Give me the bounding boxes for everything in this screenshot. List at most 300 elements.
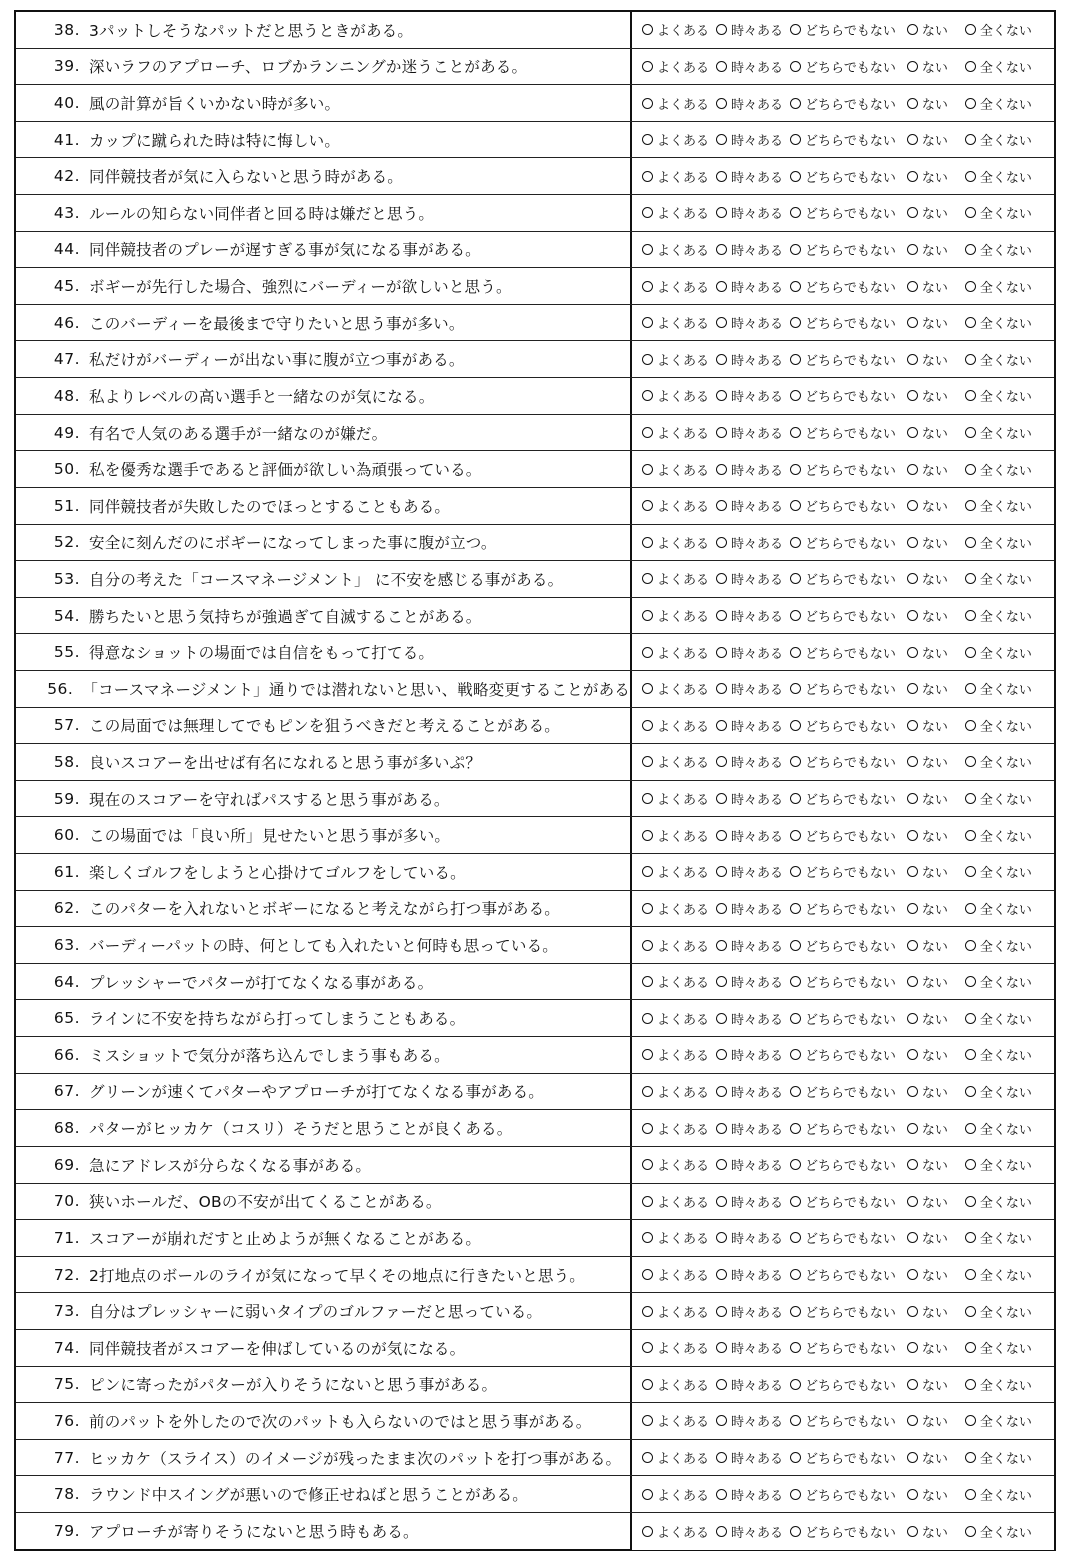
answer-option[interactable] [907, 277, 948, 296]
answer-option[interactable] [790, 203, 896, 222]
radio-circle-icon[interactable] [642, 390, 653, 401]
answer-option[interactable] [790, 130, 896, 149]
answer-option[interactable] [790, 643, 896, 662]
radio-circle-icon[interactable] [907, 1269, 918, 1280]
radio-circle-icon[interactable] [907, 1379, 918, 1390]
radio-circle-icon[interactable] [790, 1232, 801, 1243]
radio-circle-icon[interactable] [907, 830, 918, 841]
answer-option[interactable] [642, 1302, 709, 1321]
answer-option[interactable] [907, 460, 948, 479]
answer-option[interactable] [642, 606, 709, 625]
radio-circle-icon[interactable] [716, 1306, 727, 1317]
radio-circle-icon[interactable] [965, 134, 976, 145]
radio-circle-icon[interactable] [965, 464, 976, 475]
radio-circle-icon[interactable] [790, 573, 801, 584]
radio-circle-icon[interactable] [716, 134, 727, 145]
radio-circle-icon[interactable] [907, 1013, 918, 1024]
radio-circle-icon[interactable] [790, 354, 801, 365]
radio-circle-icon[interactable] [965, 1196, 976, 1207]
radio-circle-icon[interactable] [716, 976, 727, 987]
radio-circle-icon[interactable] [642, 1342, 653, 1353]
answer-option[interactable] [907, 606, 948, 625]
answer-option[interactable] [716, 533, 783, 552]
radio-circle-icon[interactable] [790, 610, 801, 621]
answer-option[interactable] [716, 1522, 783, 1541]
answer-option[interactable] [790, 460, 896, 479]
answer-option[interactable] [790, 826, 896, 845]
radio-circle-icon[interactable] [907, 281, 918, 292]
answer-option[interactable] [907, 94, 948, 113]
radio-circle-icon[interactable] [716, 354, 727, 365]
radio-circle-icon[interactable] [790, 1049, 801, 1060]
answer-option[interactable] [642, 972, 709, 991]
answer-option[interactable] [965, 679, 1032, 698]
answer-option[interactable] [790, 1375, 896, 1394]
radio-circle-icon[interactable] [965, 24, 976, 35]
answer-option[interactable] [965, 167, 1032, 186]
radio-circle-icon[interactable] [716, 756, 727, 767]
answer-option[interactable] [907, 1228, 948, 1247]
radio-circle-icon[interactable] [790, 244, 801, 255]
answer-option[interactable] [907, 643, 948, 662]
answer-option[interactable] [790, 716, 896, 735]
radio-circle-icon[interactable] [965, 756, 976, 767]
radio-circle-icon[interactable] [642, 1232, 653, 1243]
answer-option[interactable] [907, 1448, 948, 1467]
radio-circle-icon[interactable] [716, 866, 727, 877]
radio-circle-icon[interactable] [716, 940, 727, 951]
radio-circle-icon[interactable] [716, 1123, 727, 1134]
answer-option[interactable] [965, 899, 1032, 918]
answer-option[interactable] [642, 1411, 709, 1430]
answer-option[interactable] [907, 569, 948, 588]
radio-circle-icon[interactable] [716, 464, 727, 475]
answer-option[interactable] [965, 496, 1032, 515]
radio-circle-icon[interactable] [907, 573, 918, 584]
radio-circle-icon[interactable] [790, 281, 801, 292]
answer-option[interactable] [907, 350, 948, 369]
radio-circle-icon[interactable] [907, 171, 918, 182]
radio-circle-icon[interactable] [965, 1526, 976, 1537]
answer-option[interactable] [965, 936, 1032, 955]
answer-option[interactable] [790, 277, 896, 296]
radio-circle-icon[interactable] [965, 171, 976, 182]
answer-option[interactable] [965, 94, 1032, 113]
answer-option[interactable] [907, 313, 948, 332]
answer-option[interactable] [716, 716, 783, 735]
radio-circle-icon[interactable] [965, 537, 976, 548]
answer-option[interactable] [965, 313, 1032, 332]
radio-circle-icon[interactable] [642, 98, 653, 109]
answer-option[interactable] [790, 789, 896, 808]
answer-option[interactable] [716, 20, 783, 39]
radio-circle-icon[interactable] [907, 390, 918, 401]
answer-option[interactable] [965, 1119, 1032, 1138]
answer-option[interactable] [716, 130, 783, 149]
answer-option[interactable] [907, 240, 948, 259]
answer-option[interactable] [907, 203, 948, 222]
radio-circle-icon[interactable] [642, 427, 653, 438]
radio-circle-icon[interactable] [790, 61, 801, 72]
radio-circle-icon[interactable] [716, 427, 727, 438]
radio-circle-icon[interactable] [907, 1452, 918, 1463]
radio-circle-icon[interactable] [907, 1086, 918, 1097]
radio-circle-icon[interactable] [965, 281, 976, 292]
answer-option[interactable] [642, 1045, 709, 1064]
radio-circle-icon[interactable] [790, 1379, 801, 1390]
answer-option[interactable] [716, 1485, 783, 1504]
radio-circle-icon[interactable] [790, 976, 801, 987]
answer-option[interactable] [790, 167, 896, 186]
radio-circle-icon[interactable] [716, 1342, 727, 1353]
radio-circle-icon[interactable] [965, 244, 976, 255]
answer-option[interactable] [907, 1119, 948, 1138]
answer-option[interactable] [642, 167, 709, 186]
answer-option[interactable] [716, 1155, 783, 1174]
radio-circle-icon[interactable] [716, 1049, 727, 1060]
answer-option[interactable] [716, 899, 783, 918]
radio-circle-icon[interactable] [716, 61, 727, 72]
radio-circle-icon[interactable] [716, 1269, 727, 1280]
answer-option[interactable] [790, 386, 896, 405]
answer-option[interactable] [716, 1265, 783, 1284]
radio-circle-icon[interactable] [790, 390, 801, 401]
answer-option[interactable] [642, 936, 709, 955]
radio-circle-icon[interactable] [907, 207, 918, 218]
answer-option[interactable] [790, 423, 896, 442]
answer-option[interactable] [642, 679, 709, 698]
radio-circle-icon[interactable] [907, 537, 918, 548]
answer-option[interactable] [907, 386, 948, 405]
answer-option[interactable] [965, 752, 1032, 771]
answer-option[interactable] [716, 496, 783, 515]
radio-circle-icon[interactable] [642, 1123, 653, 1134]
radio-circle-icon[interactable] [642, 720, 653, 731]
answer-option[interactable] [716, 679, 783, 698]
answer-option[interactable] [965, 972, 1032, 991]
radio-circle-icon[interactable] [642, 940, 653, 951]
answer-option[interactable] [965, 20, 1032, 39]
answer-option[interactable] [790, 20, 896, 39]
radio-circle-icon[interactable] [716, 830, 727, 841]
answer-option[interactable] [790, 1009, 896, 1028]
answer-option[interactable] [642, 1375, 709, 1394]
answer-option[interactable] [907, 899, 948, 918]
radio-circle-icon[interactable] [907, 610, 918, 621]
answer-option[interactable] [716, 1411, 783, 1430]
answer-option[interactable] [965, 1009, 1032, 1028]
radio-circle-icon[interactable] [642, 464, 653, 475]
radio-circle-icon[interactable] [907, 317, 918, 328]
answer-option[interactable] [790, 1192, 896, 1211]
radio-circle-icon[interactable] [965, 976, 976, 987]
radio-circle-icon[interactable] [642, 61, 653, 72]
radio-circle-icon[interactable] [907, 134, 918, 145]
answer-option[interactable] [790, 240, 896, 259]
answer-option[interactable] [716, 1338, 783, 1357]
radio-circle-icon[interactable] [790, 1086, 801, 1097]
radio-circle-icon[interactable] [907, 24, 918, 35]
answer-option[interactable] [907, 862, 948, 881]
answer-option[interactable] [642, 1192, 709, 1211]
answer-option[interactable] [642, 1009, 709, 1028]
radio-circle-icon[interactable] [716, 1452, 727, 1463]
answer-option[interactable] [965, 1192, 1032, 1211]
answer-option[interactable] [790, 606, 896, 625]
answer-option[interactable] [965, 386, 1032, 405]
radio-circle-icon[interactable] [907, 756, 918, 767]
answer-option[interactable] [907, 57, 948, 76]
radio-circle-icon[interactable] [965, 1013, 976, 1024]
radio-circle-icon[interactable] [642, 976, 653, 987]
radio-circle-icon[interactable] [642, 537, 653, 548]
radio-circle-icon[interactable] [790, 98, 801, 109]
radio-circle-icon[interactable] [907, 647, 918, 658]
radio-circle-icon[interactable] [965, 940, 976, 951]
answer-option[interactable] [790, 1302, 896, 1321]
radio-circle-icon[interactable] [716, 903, 727, 914]
radio-circle-icon[interactable] [790, 134, 801, 145]
radio-circle-icon[interactable] [965, 317, 976, 328]
radio-circle-icon[interactable] [716, 793, 727, 804]
answer-option[interactable] [790, 1045, 896, 1064]
radio-circle-icon[interactable] [965, 207, 976, 218]
answer-option[interactable] [716, 643, 783, 662]
answer-option[interactable] [907, 130, 948, 149]
answer-option[interactable] [907, 826, 948, 845]
radio-circle-icon[interactable] [965, 647, 976, 658]
answer-option[interactable] [642, 1485, 709, 1504]
answer-option[interactable] [907, 423, 948, 442]
answer-option[interactable] [790, 1411, 896, 1430]
answer-option[interactable] [965, 1448, 1032, 1467]
radio-circle-icon[interactable] [716, 390, 727, 401]
radio-circle-icon[interactable] [790, 830, 801, 841]
radio-circle-icon[interactable] [642, 573, 653, 584]
radio-circle-icon[interactable] [642, 1415, 653, 1426]
answer-option[interactable] [790, 57, 896, 76]
radio-circle-icon[interactable] [642, 354, 653, 365]
answer-option[interactable] [642, 1228, 709, 1247]
answer-option[interactable] [642, 1119, 709, 1138]
radio-circle-icon[interactable] [790, 427, 801, 438]
radio-circle-icon[interactable] [907, 61, 918, 72]
radio-circle-icon[interactable] [965, 573, 976, 584]
answer-option[interactable] [965, 716, 1032, 735]
radio-circle-icon[interactable] [907, 1049, 918, 1060]
radio-circle-icon[interactable] [642, 683, 653, 694]
answer-option[interactable] [642, 1082, 709, 1101]
radio-circle-icon[interactable] [716, 1526, 727, 1537]
radio-circle-icon[interactable] [716, 1379, 727, 1390]
answer-option[interactable] [790, 496, 896, 515]
answer-option[interactable] [716, 826, 783, 845]
answer-option[interactable] [716, 936, 783, 955]
answer-option[interactable] [965, 1155, 1032, 1174]
radio-circle-icon[interactable] [907, 1526, 918, 1537]
answer-option[interactable] [716, 1045, 783, 1064]
answer-option[interactable] [642, 130, 709, 149]
answer-option[interactable] [907, 1411, 948, 1430]
answer-option[interactable] [907, 789, 948, 808]
answer-option[interactable] [907, 679, 948, 698]
radio-circle-icon[interactable] [965, 1342, 976, 1353]
answer-option[interactable] [965, 1082, 1032, 1101]
radio-circle-icon[interactable] [790, 1452, 801, 1463]
answer-option[interactable] [965, 643, 1032, 662]
radio-circle-icon[interactable] [907, 1123, 918, 1134]
answer-option[interactable] [716, 1228, 783, 1247]
answer-option[interactable] [642, 569, 709, 588]
answer-option[interactable] [716, 862, 783, 881]
answer-option[interactable] [965, 826, 1032, 845]
answer-option[interactable] [642, 94, 709, 113]
answer-option[interactable] [716, 789, 783, 808]
answer-option[interactable] [642, 1338, 709, 1357]
radio-circle-icon[interactable] [716, 1196, 727, 1207]
radio-circle-icon[interactable] [907, 464, 918, 475]
radio-circle-icon[interactable] [907, 427, 918, 438]
answer-option[interactable] [642, 1448, 709, 1467]
radio-circle-icon[interactable] [642, 1159, 653, 1170]
answer-option[interactable] [790, 972, 896, 991]
answer-option[interactable] [965, 1265, 1032, 1284]
radio-circle-icon[interactable] [965, 98, 976, 109]
answer-option[interactable] [716, 1082, 783, 1101]
answer-option[interactable] [642, 789, 709, 808]
radio-circle-icon[interactable] [716, 1086, 727, 1097]
radio-circle-icon[interactable] [716, 1489, 727, 1500]
answer-option[interactable] [642, 826, 709, 845]
answer-option[interactable] [790, 1119, 896, 1138]
radio-circle-icon[interactable] [642, 317, 653, 328]
radio-circle-icon[interactable] [716, 1415, 727, 1426]
answer-option[interactable] [716, 1302, 783, 1321]
radio-circle-icon[interactable] [907, 1196, 918, 1207]
answer-option[interactable] [642, 386, 709, 405]
radio-circle-icon[interactable] [642, 134, 653, 145]
radio-circle-icon[interactable] [965, 61, 976, 72]
answer-option[interactable] [716, 386, 783, 405]
answer-option[interactable] [907, 167, 948, 186]
radio-circle-icon[interactable] [790, 171, 801, 182]
answer-option[interactable] [642, 203, 709, 222]
answer-option[interactable] [642, 277, 709, 296]
radio-circle-icon[interactable] [642, 1013, 653, 1024]
radio-circle-icon[interactable] [907, 500, 918, 511]
radio-circle-icon[interactable] [716, 610, 727, 621]
radio-circle-icon[interactable] [965, 1379, 976, 1390]
answer-option[interactable] [716, 569, 783, 588]
answer-option[interactable] [965, 240, 1032, 259]
radio-circle-icon[interactable] [716, 683, 727, 694]
answer-option[interactable] [790, 533, 896, 552]
radio-circle-icon[interactable] [907, 98, 918, 109]
radio-circle-icon[interactable] [907, 1342, 918, 1353]
radio-circle-icon[interactable] [790, 207, 801, 218]
radio-circle-icon[interactable] [790, 537, 801, 548]
answer-option[interactable] [790, 1448, 896, 1467]
answer-option[interactable] [965, 1338, 1032, 1357]
radio-circle-icon[interactable] [907, 683, 918, 694]
radio-circle-icon[interactable] [907, 793, 918, 804]
radio-circle-icon[interactable] [716, 171, 727, 182]
answer-option[interactable] [790, 350, 896, 369]
radio-circle-icon[interactable] [716, 281, 727, 292]
answer-option[interactable] [965, 423, 1032, 442]
radio-circle-icon[interactable] [790, 1123, 801, 1134]
answer-option[interactable] [907, 1375, 948, 1394]
answer-option[interactable] [907, 1082, 948, 1101]
radio-circle-icon[interactable] [716, 98, 727, 109]
radio-circle-icon[interactable] [907, 720, 918, 731]
radio-circle-icon[interactable] [642, 171, 653, 182]
answer-option[interactable] [716, 606, 783, 625]
answer-option[interactable] [716, 203, 783, 222]
radio-circle-icon[interactable] [907, 903, 918, 914]
answer-option[interactable] [965, 1375, 1032, 1394]
radio-circle-icon[interactable] [716, 647, 727, 658]
radio-circle-icon[interactable] [790, 683, 801, 694]
answer-option[interactable] [642, 752, 709, 771]
answer-option[interactable] [965, 350, 1032, 369]
radio-circle-icon[interactable] [716, 207, 727, 218]
radio-circle-icon[interactable] [642, 1196, 653, 1207]
answer-option[interactable] [790, 679, 896, 698]
radio-circle-icon[interactable] [907, 1489, 918, 1500]
answer-option[interactable] [965, 1522, 1032, 1541]
answer-option[interactable] [790, 94, 896, 113]
radio-circle-icon[interactable] [642, 1452, 653, 1463]
radio-circle-icon[interactable] [790, 1013, 801, 1024]
radio-circle-icon[interactable] [642, 756, 653, 767]
answer-option[interactable] [716, 94, 783, 113]
radio-circle-icon[interactable] [642, 866, 653, 877]
radio-circle-icon[interactable] [965, 1415, 976, 1426]
radio-circle-icon[interactable] [965, 830, 976, 841]
answer-option[interactable] [790, 569, 896, 588]
radio-circle-icon[interactable] [907, 1159, 918, 1170]
radio-circle-icon[interactable] [790, 317, 801, 328]
radio-circle-icon[interactable] [965, 903, 976, 914]
answer-option[interactable] [965, 57, 1032, 76]
radio-circle-icon[interactable] [790, 903, 801, 914]
radio-circle-icon[interactable] [965, 1489, 976, 1500]
answer-option[interactable] [965, 130, 1032, 149]
radio-circle-icon[interactable] [965, 427, 976, 438]
radio-circle-icon[interactable] [716, 317, 727, 328]
answer-option[interactable] [642, 20, 709, 39]
answer-option[interactable] [642, 350, 709, 369]
answer-option[interactable] [642, 899, 709, 918]
answer-option[interactable] [716, 460, 783, 479]
radio-circle-icon[interactable] [965, 500, 976, 511]
answer-option[interactable] [790, 1485, 896, 1504]
answer-option[interactable] [790, 313, 896, 332]
radio-circle-icon[interactable] [965, 610, 976, 621]
answer-option[interactable] [716, 423, 783, 442]
radio-circle-icon[interactable] [716, 720, 727, 731]
answer-option[interactable] [965, 606, 1032, 625]
radio-circle-icon[interactable] [716, 1013, 727, 1024]
radio-circle-icon[interactable] [642, 647, 653, 658]
answer-option[interactable] [965, 1485, 1032, 1504]
answer-option[interactable] [716, 1375, 783, 1394]
answer-option[interactable] [642, 313, 709, 332]
radio-circle-icon[interactable] [716, 1232, 727, 1243]
radio-circle-icon[interactable] [965, 1232, 976, 1243]
radio-circle-icon[interactable] [790, 720, 801, 731]
